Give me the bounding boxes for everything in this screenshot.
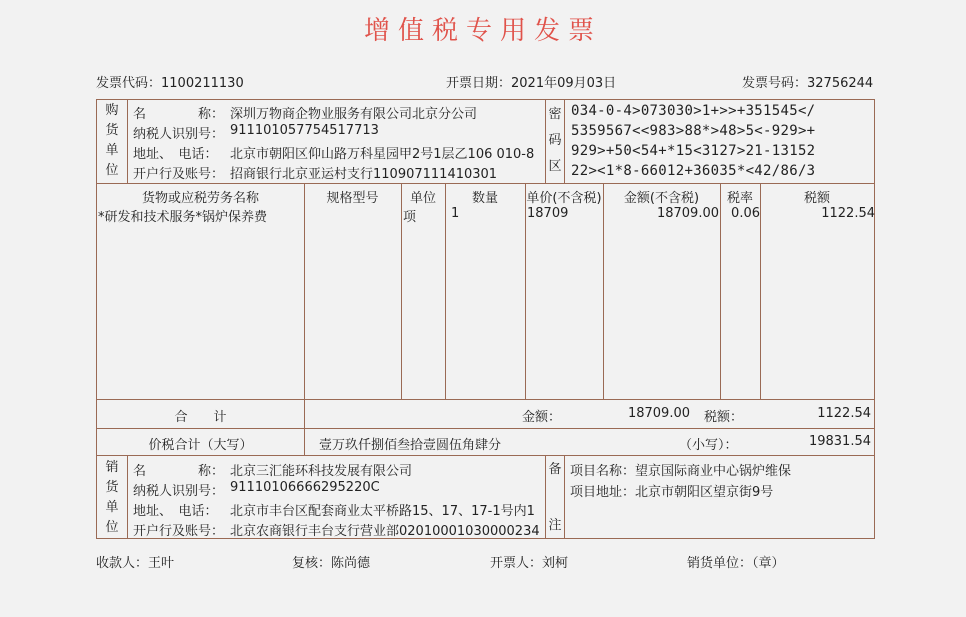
column-header-tax: 税额 xyxy=(803,191,830,206)
footer-drawer: 开票人：刘柯 xyxy=(490,556,569,571)
column-header-price: 单价(不含税) xyxy=(526,191,602,206)
column-header-name: 货物或应税劳务名称 xyxy=(141,191,259,206)
seller-tax-id: 91110106666295220C xyxy=(230,480,380,495)
totals-tax: 1122.54 xyxy=(817,406,871,421)
footer-reviewer: 复核：陈尚德 xyxy=(292,556,371,571)
totals-tax-label: 税额： xyxy=(704,410,744,425)
column-header-amount: 金额(不含税) xyxy=(623,191,700,206)
footer-seller-stamp: 销货单位：（章） xyxy=(687,556,785,571)
column-header-rate: 税率 xyxy=(726,191,753,206)
seller-name: 北京三汇能环科技发展有限公司 xyxy=(230,464,413,479)
invoice-date-label: 开票日期： xyxy=(446,76,512,91)
seller-address-label: 地址、 电话： xyxy=(133,504,218,519)
seller-address: 北京市丰台区配套商业太平桥路15、17、17-1号内1 xyxy=(230,504,535,519)
cipher-line: 22><1*8-66012+36035*<42/86/3 xyxy=(571,163,816,179)
buyer-name-label: 名 称： xyxy=(133,107,225,122)
invoice-title: 增值税专用发票 xyxy=(363,16,602,46)
totals-amount-label: 金额： xyxy=(522,410,562,425)
grand-total-lowercase: 19831.54 xyxy=(808,434,871,449)
item-unit: 项 xyxy=(403,210,417,225)
cipher-line: 5359567<<983>88*>48>5<-929>+ xyxy=(571,123,816,139)
cipher-label-char: 密 xyxy=(548,107,562,122)
cipher-label-char: 区 xyxy=(548,159,562,174)
item-rate: 0.06 xyxy=(731,206,760,221)
remarks-label-char: 备 xyxy=(548,462,562,477)
buyer-label-char: 单 xyxy=(105,143,119,158)
grand-total-label: 价税合计（大写） xyxy=(148,438,253,453)
buyer-label-char: 购 xyxy=(105,103,119,118)
seller-tax-id-label: 纳税人识别号： xyxy=(133,484,225,499)
remarks-project-name: 项目名称：望京国际商业中心锅炉维保 xyxy=(570,464,792,479)
invoice-code xyxy=(96,72,244,91)
seller-name-label: 名 称： xyxy=(133,464,225,479)
remarks-label-char: 注 xyxy=(548,518,562,533)
buyer-label-char: 货 xyxy=(105,123,119,138)
seller-label-char: 位 xyxy=(105,520,119,535)
seller-bank: 北京农商银行丰台支行营业部02010001030000234 xyxy=(230,524,540,539)
invoice-table xyxy=(96,99,875,539)
grand-total-uppercase: 壹万玖仟捌佰叁拾壹圆伍角肆分 xyxy=(319,438,502,453)
invoice-code-label: 发票代码： xyxy=(96,76,162,91)
grand-total-lower-label: （小写）： xyxy=(679,438,738,453)
item-tax: 1122.54 xyxy=(821,206,875,221)
seller-label-char: 销 xyxy=(105,460,119,475)
cipher-label-char: 码 xyxy=(548,133,562,148)
invoice-date-value: 2021年09月03日 xyxy=(511,76,617,91)
remarks-project-address: 项目地址：北京市朝阳区望京街9号 xyxy=(570,485,774,500)
item-qty: 1 xyxy=(451,206,460,221)
buyer-tax-id-label: 纳税人识别号： xyxy=(133,127,225,142)
buyer-name: 深圳万物商企物业服务有限公司北京分公司 xyxy=(230,107,478,122)
item-amount: 18709.00 xyxy=(656,206,719,221)
column-header-qty: 数量 xyxy=(471,191,498,206)
invoice-number xyxy=(742,72,873,91)
buyer-address: 北京市朝阳区仰山路万科星园甲2号1层乙106 010-8 xyxy=(230,147,535,162)
invoice-number-value: 32756244 xyxy=(807,76,874,91)
buyer-bank-label: 开户行及账号： xyxy=(133,167,225,182)
seller-label-char: 货 xyxy=(105,480,119,495)
seller-bank-label: 开户行及账号： xyxy=(133,524,225,539)
invoice-code-value: 1100211130 xyxy=(161,76,244,91)
totals-amount: 18709.00 xyxy=(627,406,690,421)
column-header-unit: 单位 xyxy=(409,191,436,206)
cipher-line: 034-0-4>073030>1+>>+351545</ xyxy=(571,103,816,119)
buyer-address-label: 地址、 电话： xyxy=(133,147,218,162)
cipher-line: 929>+50<54+*15<3127>21-13152 xyxy=(571,143,816,159)
invoice-number-label: 发票号码： xyxy=(742,76,808,91)
buyer-bank: 招商银行北京亚运村支行110907111410301 xyxy=(230,167,498,182)
item-name: *研发和技术服务*锅炉保养费 xyxy=(98,210,268,225)
column-header-spec: 规格型号 xyxy=(326,191,379,206)
footer-payee: 收款人：王叶 xyxy=(96,556,175,571)
seller-label-char: 单 xyxy=(105,500,119,515)
item-price: 18709 xyxy=(527,206,569,221)
totals-label: 合 计 xyxy=(174,410,227,425)
buyer-label-char: 位 xyxy=(105,163,119,178)
invoice-date xyxy=(446,72,616,91)
buyer-tax-id: 911101057754517713 xyxy=(230,123,379,138)
